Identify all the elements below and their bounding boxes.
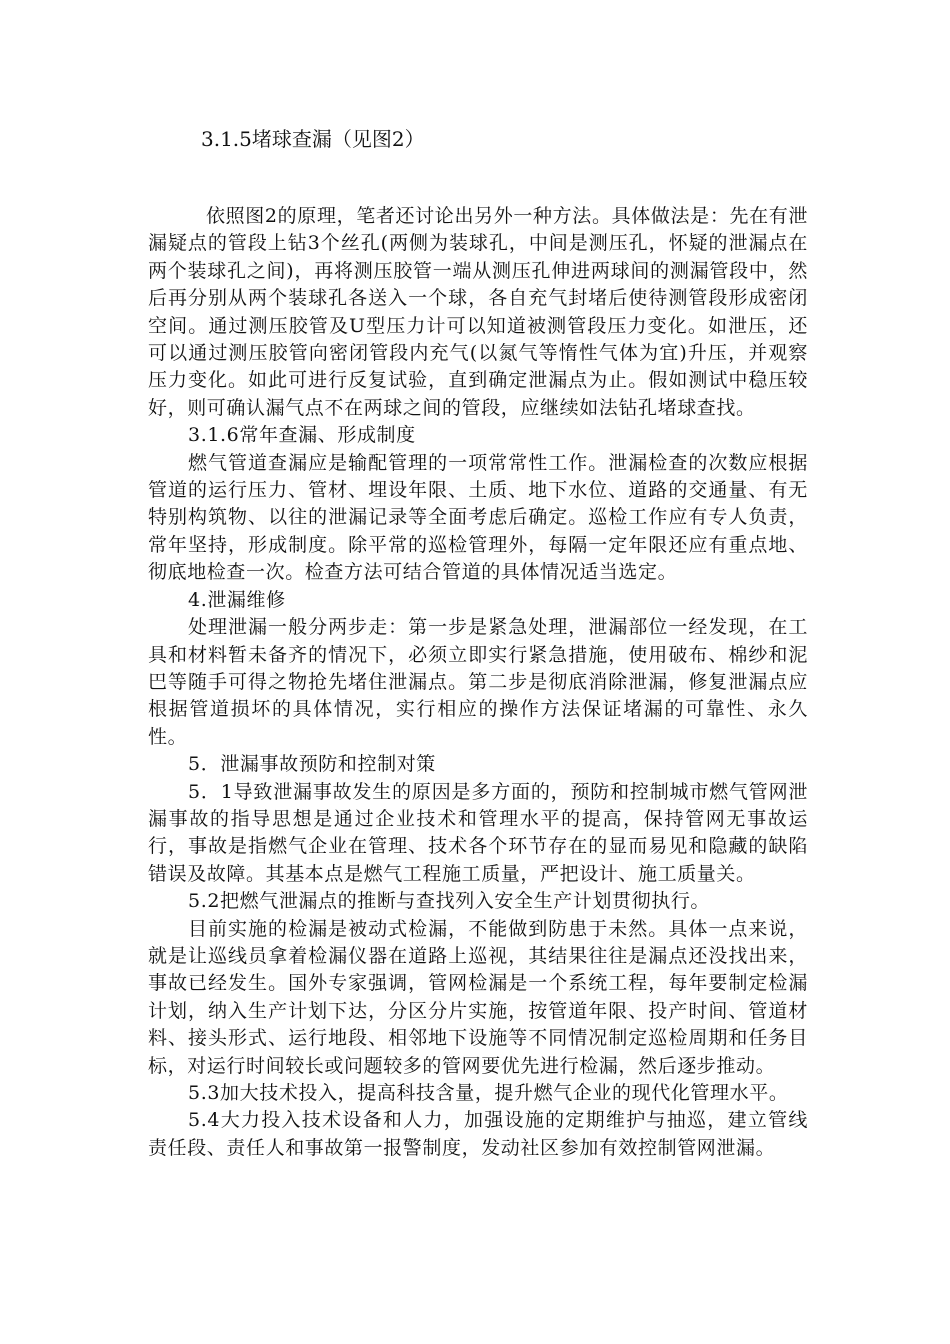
subheading-prevention: 5．泄漏事故预防和控制对策 [188,753,436,776]
paragraph-routine-inspection: 燃气管道查漏应是输配管理的一项常常性工作。泄漏检查的次数应根据管道的运行压力、管材、埋设年限、土质、地下水位、道路的交通量、有无特别构筑物、以往的泄漏记录等全面考虑后确定。巡检工作应有专人负责，常年坚持，形成制度。除平常的巡检管理外，每隔一定年限还应有重点地、彻底地检查一次。检查方法可结合管道的具体情况适当选定。 [148,451,808,584]
paragraph-prevention-5-1: 5．1导致泄漏事故发生的原因是多方面的，预防和控制城市燃气管网泄漏事故的指导思想是通过企业技术和管理水平的提高，保持管网无事故运行，事故是指燃气企业在管理、技术各个环节存在的显而易见和隐藏的缺陷错误及故障。其基本点是燃气工程施工质量，严把设计、施工质量关。 [148,780,808,885]
paragraph-prevention-5-4: 5.4大力投入技术设备和人力，加强设施的定期维护与抽巡，建立管线责任段、责任人和事故第一报警制度，发动社区参加有效控制管网泄漏。 [148,1109,808,1159]
paragraph-leak-repair: 处理泄漏一般分两步走：第一步是紧急处理，泄漏部位一经发现，在工具和材料暂未备齐的情况下，必须立即实行紧急措施，使用破布、棉纱和泥巴等随手可得之物抢先堵住泄漏点。第二步是彻底消除泄漏，修复泄漏点应根据管道损坏的具体情况，实行相应的操作方法保证堵漏的可靠性、永久性。 [148,616,808,748]
document-body [148,203,808,1162]
subheading-routine-inspection: 3.1.6常年查漏、形成制度 [188,424,416,447]
paragraph-plugging-method: 依照图2的原理，笔者还讨论出另外一种方法。具体做法是：先在有泄漏疑点的管段上钻3个丝孔(两侧为装球孔，中间是测压孔，怀疑的泄漏点在两个装球孔之间)，再将测压胶管一端从测压孔伸进两球间的测漏管段中，然后再分别从两个装球孔各送入一个球，各自充气封堵后使待测管段形成密闭空间。通过测压胶管及U型压力计可以知道被测管段压力变化。如泄压，还可以通过测压胶管向密闭管段内充气(以氮气等惰性气体为宜)升压，并观察压力变化。如此可进行反复试验，直到确定泄漏点为止。假如测试中稳压较好，则可确认漏气点不在两球之间的管段，应继续如法钻孔堵球查找。 [148,205,808,419]
paragraph-prevention-5-2: 5.2把燃气泄漏点的推断与查找列入安全生产计划贯彻执行。 [188,890,711,913]
paragraph-active-detection: 目前实施的检漏是被动式检漏，不能做到防患于未然。具体一点来说，就是让巡线员拿着检漏仪器在道路上巡视，其结果往往是漏点还没找出来，事故已经发生。国外专家强调，管网检漏是一个系统工程，每年要制定检漏计划，纳入生产计划下达，分区分片实施，按管道年限、投产时间、管道材料、接头形式、运行地段、相邻地下设施等不同情况制定巡检周期和任务目标，对运行时间较长或问题较多的管网要优先进行检漏，然后逐步推动。 [148,917,808,1077]
paragraph-prevention-5-3: 5.3加大技术投入，提高科技含量，提升燃气企业的现代化管理水平。 [188,1082,789,1104]
section-heading: 3.1.5堵球查漏（见图2） [201,127,425,151]
subheading-leak-repair: 4.泄漏维修 [188,588,286,611]
